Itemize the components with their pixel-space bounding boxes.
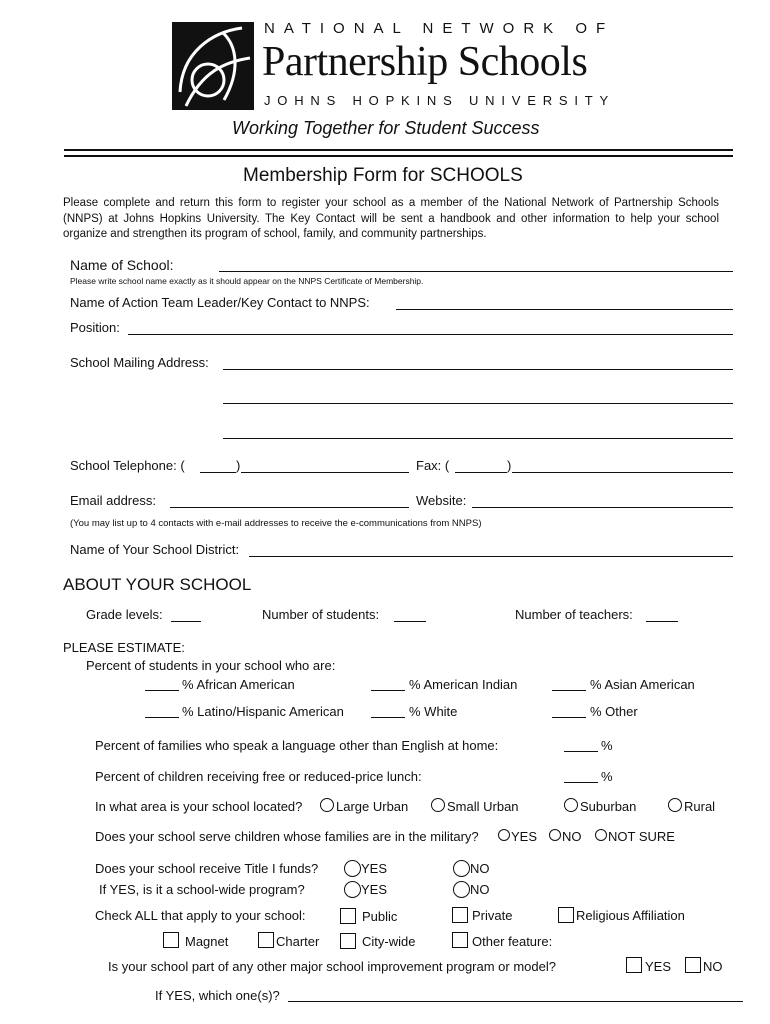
address-label: School Mailing Address: [70,355,209,370]
magnet-label: Magnet [185,934,229,949]
position-field[interactable] [128,334,733,335]
nnps-logo [172,22,254,110]
brand-line-2: Partnership Schools [262,39,588,85]
title1-no-radio[interactable] [453,860,470,877]
title1-yes-radio[interactable] [344,860,361,877]
email-note: (You may list up to 4 contacts with e-mail addresses to receive the e-communications from NNPS) [70,518,482,529]
contact-label: Name of Action Team Leader/Key Contact to NNPS: [70,295,370,310]
district-label: Name of Your School District: [70,542,240,557]
american-indian-field[interactable] [371,690,405,691]
magnet-checkbox[interactable] [163,932,179,948]
num-students-label: Number of students: [262,607,380,622]
brand-line-1: NATIONAL NETWORK OF [264,20,615,37]
contact-field[interactable] [396,309,733,310]
lunch-question: Percent of children receiving free or reduced-price lunch: [95,769,422,784]
white-label: % White [409,704,458,719]
improvement-no-checkbox[interactable] [685,957,701,973]
military-yes-label: YES [511,829,538,844]
fax-number-field[interactable] [512,472,733,473]
school-name-note: Please write school name exactly as it should appear on the NNPS Certificate of Membership. [70,276,424,286]
asian-american-label: % Asian American [590,677,695,692]
form-intro: Please complete and return this form to register your school as a member of the National Network of Partnership Schools (NNPS) at Johns Hopkins University. The Key Contact will be sent a handbook and other information to help your school organize and strengthen its program of school, family, and community partnerships. [63,197,719,240]
military-not-sure-label: NOT SURE [608,829,675,844]
private-checkbox[interactable] [452,907,468,923]
latino-label: % Latino/Hispanic American [182,704,344,719]
other-feature-checkbox[interactable] [452,932,468,948]
email-field[interactable] [170,507,409,508]
percent-students-label: Percent of students in your school who are: [86,658,336,673]
telephone-paren-close: ) [236,458,241,473]
title1-yes-label: YES [361,861,388,876]
title1-no-label: NO [470,861,490,876]
area-suburban-label: Suburban [580,799,637,814]
fax-paren-close: ) [507,458,512,473]
header-rule-top [64,149,733,151]
improvement-yes-checkbox[interactable] [626,957,642,973]
area-large-urban-radio[interactable] [320,798,334,812]
area-small-urban-radio[interactable] [431,798,445,812]
military-question: Does your school serve children whose families are in the military? [95,829,479,844]
area-question: In what area is your school located? [95,799,303,814]
estimate-heading: PLEASE ESTIMATE: [63,640,185,655]
religious-checkbox[interactable] [558,907,574,923]
school-name-field[interactable] [219,271,733,272]
grade-levels-field[interactable] [171,621,201,622]
military-no-radio[interactable] [549,829,561,841]
num-students-field[interactable] [394,621,426,622]
latino-field[interactable] [145,717,179,718]
other-feature-label: Other feature: [472,934,553,949]
public-label: Public [362,909,398,924]
tagline: Working Together for Student Success [232,118,540,138]
title1-question: Does your school receive Title I funds? [95,861,319,876]
citywide-label: City-wide [362,934,416,949]
schoolwide-yes-label: YES [361,882,388,897]
lunch-percent-sign: % [601,769,613,784]
military-yes-radio[interactable] [498,829,510,841]
citywide-checkbox[interactable] [340,933,356,949]
african-american-label: % African American [182,677,295,692]
address-field-line3[interactable] [223,438,733,439]
form-title: Membership Form for SCHOOLS [243,165,523,186]
apply-question: Check ALL that apply to your school: [95,908,306,923]
num-teachers-field[interactable] [646,621,678,622]
american-indian-label: % American Indian [409,677,518,692]
lunch-percent-field[interactable] [564,782,598,783]
schoolwide-yes-radio[interactable] [344,881,361,898]
public-checkbox[interactable] [340,908,356,924]
asian-american-field[interactable] [552,690,586,691]
other-ethnicity-label: % Other [590,704,638,719]
other-ethnicity-field[interactable] [552,717,586,718]
language-question: Percent of families who speak a language other than English at home: [95,738,499,753]
military-not-sure-radio[interactable] [595,829,607,841]
fax-label: Fax: ( [416,458,450,473]
num-teachers-label: Number of teachers: [515,607,633,622]
about-heading: ABOUT YOUR SCHOOL [63,575,252,594]
improvement-no-label: NO [703,959,723,974]
email-label: Email address: [70,493,156,508]
telephone-number-field[interactable] [241,472,409,473]
improvement-question: Is your school part of any other major school improvement program or model? [108,959,556,974]
military-no-label: NO [562,829,582,844]
fax-area-code-field[interactable] [455,472,507,473]
private-label: Private [472,908,513,923]
which-question: If YES, which one(s)? [155,988,280,1003]
position-label: Position: [70,320,120,335]
header-rule-bottom [64,155,733,157]
district-field[interactable] [249,556,733,557]
schoolwide-no-label: NO [470,882,490,897]
telephone-label: School Telephone: ( [70,458,185,473]
which-field[interactable] [288,1001,743,1002]
schoolwide-no-radio[interactable] [453,881,470,898]
address-field-line2[interactable] [223,403,733,404]
area-rural-radio[interactable] [668,798,682,812]
address-field-line1[interactable] [223,369,733,370]
schoolwide-question: If YES, is it a school-wide program? [99,882,305,897]
language-percent-sign: % [601,738,613,753]
improvement-yes-label: YES [645,959,672,974]
charter-checkbox[interactable] [258,932,274,948]
area-small-urban-label: Small Urban [447,799,519,814]
telephone-area-code-field[interactable] [200,472,236,473]
white-field[interactable] [371,717,405,718]
area-rural-label: Rural [684,799,716,814]
website-field[interactable] [472,507,733,508]
area-large-urban-label: Large Urban [336,799,409,814]
area-suburban-radio[interactable] [564,798,578,812]
website-label: Website: [416,493,467,508]
school-name-label: Name of School: [70,257,174,273]
religious-label: Religious Affiliation [576,908,685,923]
language-percent-field[interactable] [564,751,598,752]
african-american-field[interactable] [145,690,179,691]
grade-levels-label: Grade levels: [86,607,163,622]
charter-label: Charter [276,934,320,949]
brand-line-3: JOHNS HOPKINS UNIVERSITY [264,93,616,108]
